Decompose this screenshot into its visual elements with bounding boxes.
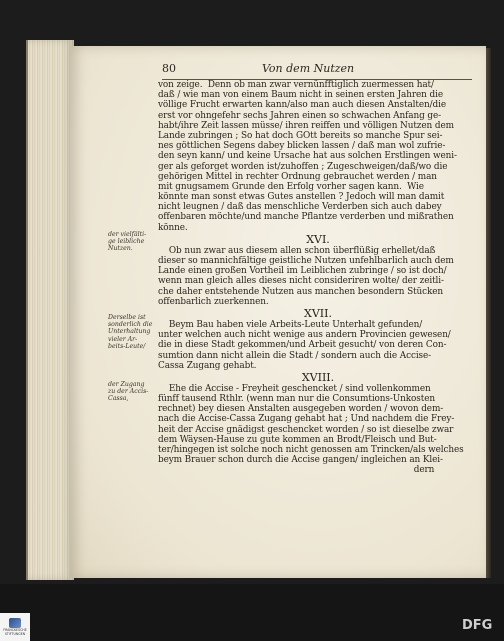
- text-line: fünff tausend Rthlr. (wenn man nur die Consumtions-Unkosten: [158, 394, 435, 405]
- text-line: offenbaren möchte/und manche Pflantze verderben und mißrathen: [158, 212, 454, 223]
- text-line: dem Wäysen-Hause zu gute kommen an Brodt/Fleisch und But-: [158, 434, 437, 445]
- section-numeral: XVI.: [306, 232, 330, 246]
- text-line: Lande zubringen ; So hat doch GOtt bereits so manche Spur sei-: [158, 130, 443, 141]
- running-header: [162, 62, 472, 78]
- margin-note-line: der vielfälti-: [108, 231, 147, 238]
- text-line: die in diese Stadt gekommen/und Arbeit gesucht/ von deren Con-: [158, 340, 447, 351]
- page-number: 80: [162, 62, 176, 75]
- text-line: unter welchen auch nicht wenige aus andern Provincien gewesen/: [158, 330, 451, 341]
- margin-note-line: ge leibliche: [108, 238, 145, 246]
- scan-background: [0, 584, 504, 641]
- margin-note: [108, 314, 154, 350]
- text-line: Ehe die Accise - Freyheit geschencket / sind vollenkommen: [158, 383, 431, 394]
- text-line: von zeige. Denn ob man zwar vernünfftiglich zuermessen hat/: [158, 80, 434, 90]
- foundation-logo: [0, 613, 30, 641]
- margin-note-line: vieler Ar-: [108, 335, 138, 343]
- running-title: Von dem Nutzen: [262, 62, 355, 75]
- text-line: völlige Frucht erwarten kann/also man auch diesen Anstalten/die: [158, 100, 446, 111]
- text-line: erst vor ohngefehr sechs Jahren einen so schwachen Anfang ge-: [158, 110, 442, 121]
- text-line: offenbarlich zuerkennen.: [158, 296, 269, 307]
- text-line: rechnet) bey diesen Anstalten ausgegeben worden / wovon dem-: [158, 404, 444, 415]
- text-line: könnte man sonst etwas Gutes anstellen ? Jedoch will man damit: [158, 192, 445, 203]
- text-line: Cassa Zugang gehabt.: [158, 360, 257, 371]
- text-line: mit gnugsamem Grunde den Erfolg vorher sagen kann. Wie: [158, 181, 424, 192]
- text-line: Beym Bau haben viele Arbeits-Leute Unterhalt gefunden/: [158, 319, 423, 330]
- text-line: beym Brauer schon durch die Accise gangen/ ingleichen an Klei-: [158, 455, 443, 466]
- section-numeral: XVIII.: [301, 370, 335, 384]
- margin-note-line: Unterhaltung: [108, 328, 151, 336]
- section-numeral: XVII.: [304, 306, 332, 320]
- margin-note-line: beits-Leute/: [108, 342, 146, 350]
- text-line: che daher entstehende Nutzen aus manchen besondern Stücken: [158, 286, 444, 297]
- dfg-logo: DFG: [462, 618, 493, 633]
- page-body: [158, 80, 478, 476]
- text-line: Lande einen großen Vortheil im Leiblichen zubringe / so ist doch/: [158, 266, 447, 277]
- text-line: wenn man gleich alles dieses nicht consideriren wolte/ der zeitli-: [158, 276, 444, 287]
- text-line: gehörigen Mittel in rechter Ordnung gebrauchet werden / man: [158, 171, 437, 182]
- margin-note-line: der Zugang: [108, 381, 145, 388]
- text-line: Ob nun zwar aus diesem allen schon überflüßig erhellet/daß: [158, 245, 436, 256]
- book-page-stack: [26, 40, 74, 580]
- text-line: nes göttlichen Segens dabey blicken lassen / daß man wol zufrie-: [158, 141, 446, 152]
- foundation-logo-text: FRANCKESCHE STIFTUNGEN: [3, 627, 27, 636]
- margin-note-line: sonderlich die: [108, 321, 153, 329]
- margin-note-line: Nutzen.: [108, 245, 133, 253]
- margin-note: [108, 381, 154, 403]
- text-line: habt/ihre Zeit lassen müsse/ ihren reiffen und völligen Nutzen dem: [158, 120, 454, 131]
- text-line: daß / wie man von einem Baum nicht in seinen ersten Jahren die: [158, 90, 443, 101]
- text-line: ter/hingegen ist solche noch nicht genossen am Trincken/als welches: [158, 445, 464, 455]
- text-line: dern: [158, 465, 435, 476]
- margin-note-line: zu der Accis-: [108, 388, 149, 396]
- text-line: sumtion dann nicht allein die Stadt / sondern auch die Accise-: [158, 350, 432, 361]
- margin-note-line: Cassa,: [108, 395, 129, 403]
- text-line: nicht leugnen / daß das menschliche Verderben sich auch dabey: [158, 202, 442, 213]
- text-line: heit der Accise gnädigst geschencket worden / so ist dieselbe zwar: [158, 424, 454, 435]
- margin-note-line: Derselbe ist: [108, 314, 146, 321]
- text-line: könne.: [158, 222, 188, 233]
- foundation-logo-icon: [9, 618, 21, 628]
- text-line: nach die Accise-Cassa Zugang gehabt hat ; Und nachdem die Frey-: [158, 414, 455, 425]
- book-page: [70, 46, 486, 578]
- text-line: ger als geforget worden ist/zuhoffen ; Zugeschweigen/daß/wo die: [158, 161, 448, 172]
- margin-note: [108, 231, 154, 253]
- text-line: dieser so mannichfältige geistliche Nutzen unfehlbarlich auch dem: [158, 256, 454, 266]
- text-line: den seyn kann/ und keine Ursache hat aus solchen Erstlingen weni-: [158, 151, 457, 162]
